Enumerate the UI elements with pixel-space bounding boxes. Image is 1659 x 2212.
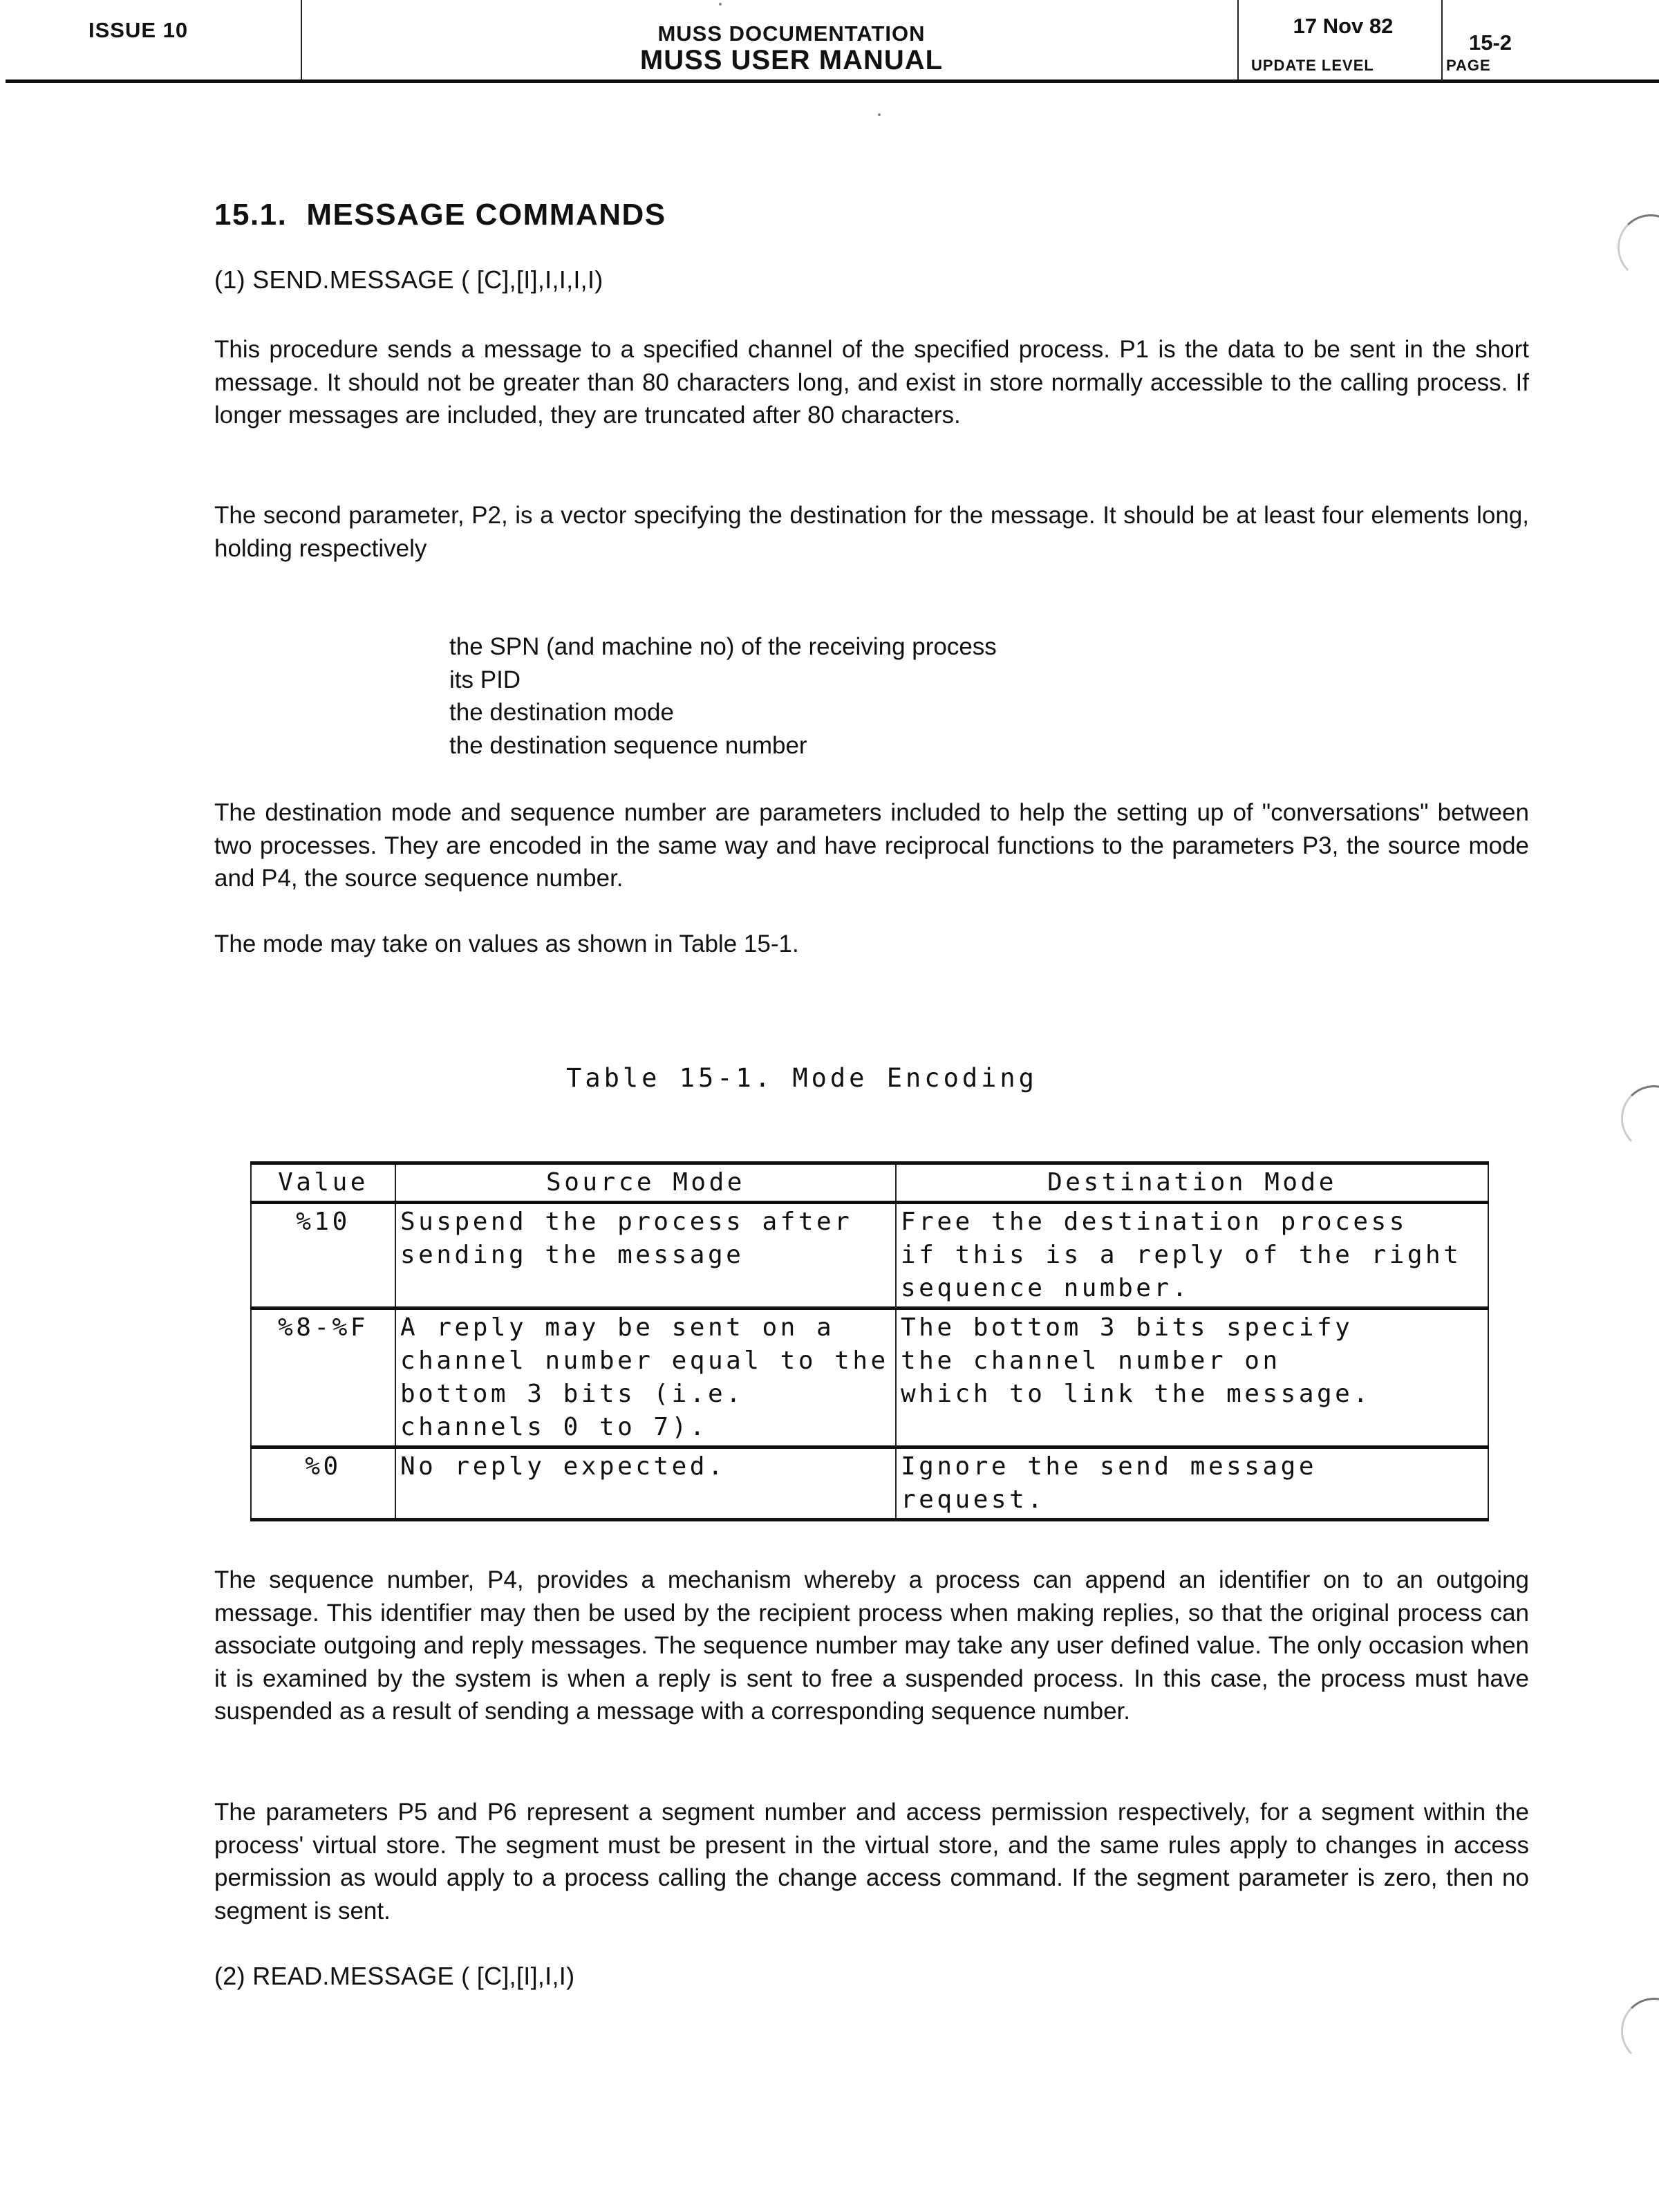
column-header-value: Value	[251, 1163, 395, 1203]
table-header-row	[251, 1163, 1488, 1203]
cell-line: Ignore the send message	[901, 1452, 1317, 1481]
destination-elements-list	[449, 630, 997, 762]
cell-source-mode	[395, 1203, 896, 1309]
cell-destination-mode	[896, 1309, 1488, 1447]
header-divider	[1441, 0, 1443, 82]
table-caption: Table 15-1. Mode Encoding	[566, 1063, 1038, 1093]
doc-series: MUSS DOCUMENTATION	[657, 21, 926, 46]
command-send-message: (1) SEND.MESSAGE ( [C],[I],I,I,I,I)	[214, 265, 603, 294]
page-label: PAGE	[1446, 57, 1491, 74]
cell-line: Free the destination process	[901, 1208, 1407, 1236]
cell-source-mode	[395, 1447, 896, 1520]
header-divider	[1237, 0, 1239, 82]
cell-line: No reply expected.	[400, 1452, 727, 1481]
cell-destination-mode	[896, 1203, 1488, 1309]
page-number: 15-2	[1469, 30, 1512, 55]
list-item: the SPN (and machine no) of the receiving process	[449, 633, 997, 660]
table-row	[251, 1203, 1488, 1309]
binder-hole-mark-icon	[1618, 214, 1659, 281]
column-header-source-mode: Source Mode	[395, 1163, 896, 1203]
doc-title: MUSS USER MANUAL	[639, 45, 944, 75]
table-row	[251, 1309, 1488, 1447]
binder-hole-mark-icon	[1621, 1998, 1659, 2064]
cell-line: sending the message	[400, 1241, 744, 1269]
column-header-destination-mode: Destination Mode	[896, 1163, 1488, 1203]
paragraph-segment-parameters: The parameters P5 and P6 represent a segment number and access permission respectively, for a segment within the process' virtual store. The segment must be present in the virtual store, and the same rules apply to changes in access permission as would apply to a process calling the change access command. If the segment parameter is zero, then no segment is sent.	[214, 1799, 1529, 1924]
paragraph-sequence-number: The sequence number, P4, provides a mechanism whereby a process can append an identifier on to an outgoing message. This identifier may then be used by the recipient process when making replies, so that the original process can associate outgoing and reply messages. The sequence number may take any user defined value. The only occasion when it is examined by the system is when a reply is sent to free a suspended process. In this case, the process must have suspended as a result of sending a message with a corresponding sequence number.	[214, 1566, 1529, 1725]
cell-source-mode	[395, 1309, 896, 1447]
cell-line: channels 0 to 7).	[400, 1413, 708, 1441]
binder-hole-mark-icon	[1621, 1085, 1659, 1152]
issue-label: ISSUE 10	[88, 18, 189, 42]
cell-line: if this is a reply of the right	[901, 1241, 1462, 1269]
cell-value: %10	[251, 1203, 395, 1309]
section-title: MESSAGE COMMANDS	[306, 198, 666, 232]
scan-speck	[878, 113, 881, 116]
cell-line: the channel number on	[901, 1347, 1281, 1375]
scan-speck	[719, 3, 722, 6]
paragraph-mode-values: The mode may take on values as shown in Table 15-1.	[214, 930, 799, 957]
update-level-label: UPDATE LEVEL	[1251, 57, 1374, 74]
section-number: 15.1.	[214, 198, 288, 232]
list-item: its PID	[449, 666, 521, 693]
list-item: the destination sequence number	[449, 731, 807, 759]
command-read-message: (2) READ.MESSAGE ( [C],[I],I,I)	[214, 1962, 575, 1990]
mode-encoding-table	[250, 1161, 1489, 1521]
cell-value: %0	[251, 1447, 395, 1520]
list-item: the destination mode	[449, 699, 674, 726]
cell-line: channel number equal to the	[400, 1347, 889, 1375]
cell-line: request.	[901, 1485, 1046, 1514]
cell-line: A reply may be sent on a	[400, 1313, 835, 1342]
cell-destination-mode	[896, 1447, 1488, 1520]
update-date: 17 Nov 82	[1293, 14, 1394, 38]
section-heading	[214, 198, 666, 232]
table-row	[251, 1447, 1488, 1520]
paragraph-destination-mode: The destination mode and sequence number are parameters included to help the setting up of "conversations" between two processes. They are encoded in the same way and have reciprocal functions to the parameters P3, the source mode and P4, the source sequence number.	[214, 799, 1529, 892]
paragraph-send-description: This procedure sends a message to a specified channel of the specified process. P1 is the data to be sent in the short message. It should not be greater than 80 characters long, and exist in store normally accessible to the calling process. If longer messages are included, they are truncated after 80 characters.	[214, 336, 1529, 429]
cell-line: sequence number.	[901, 1274, 1190, 1302]
cell-line: bottom 3 bits (i.e.	[400, 1380, 744, 1408]
header-rule	[6, 79, 1659, 83]
paragraph-second-parameter: The second parameter, P2, is a vector specifying the destination for the message. It should be at least four elements long, holding respectively	[214, 502, 1529, 562]
cell-line: The bottom 3 bits specify	[901, 1313, 1353, 1342]
cell-line: Suspend the process after	[400, 1208, 853, 1236]
cell-value: %8-%F	[251, 1309, 395, 1447]
cell-line: which to link the message.	[901, 1380, 1371, 1408]
